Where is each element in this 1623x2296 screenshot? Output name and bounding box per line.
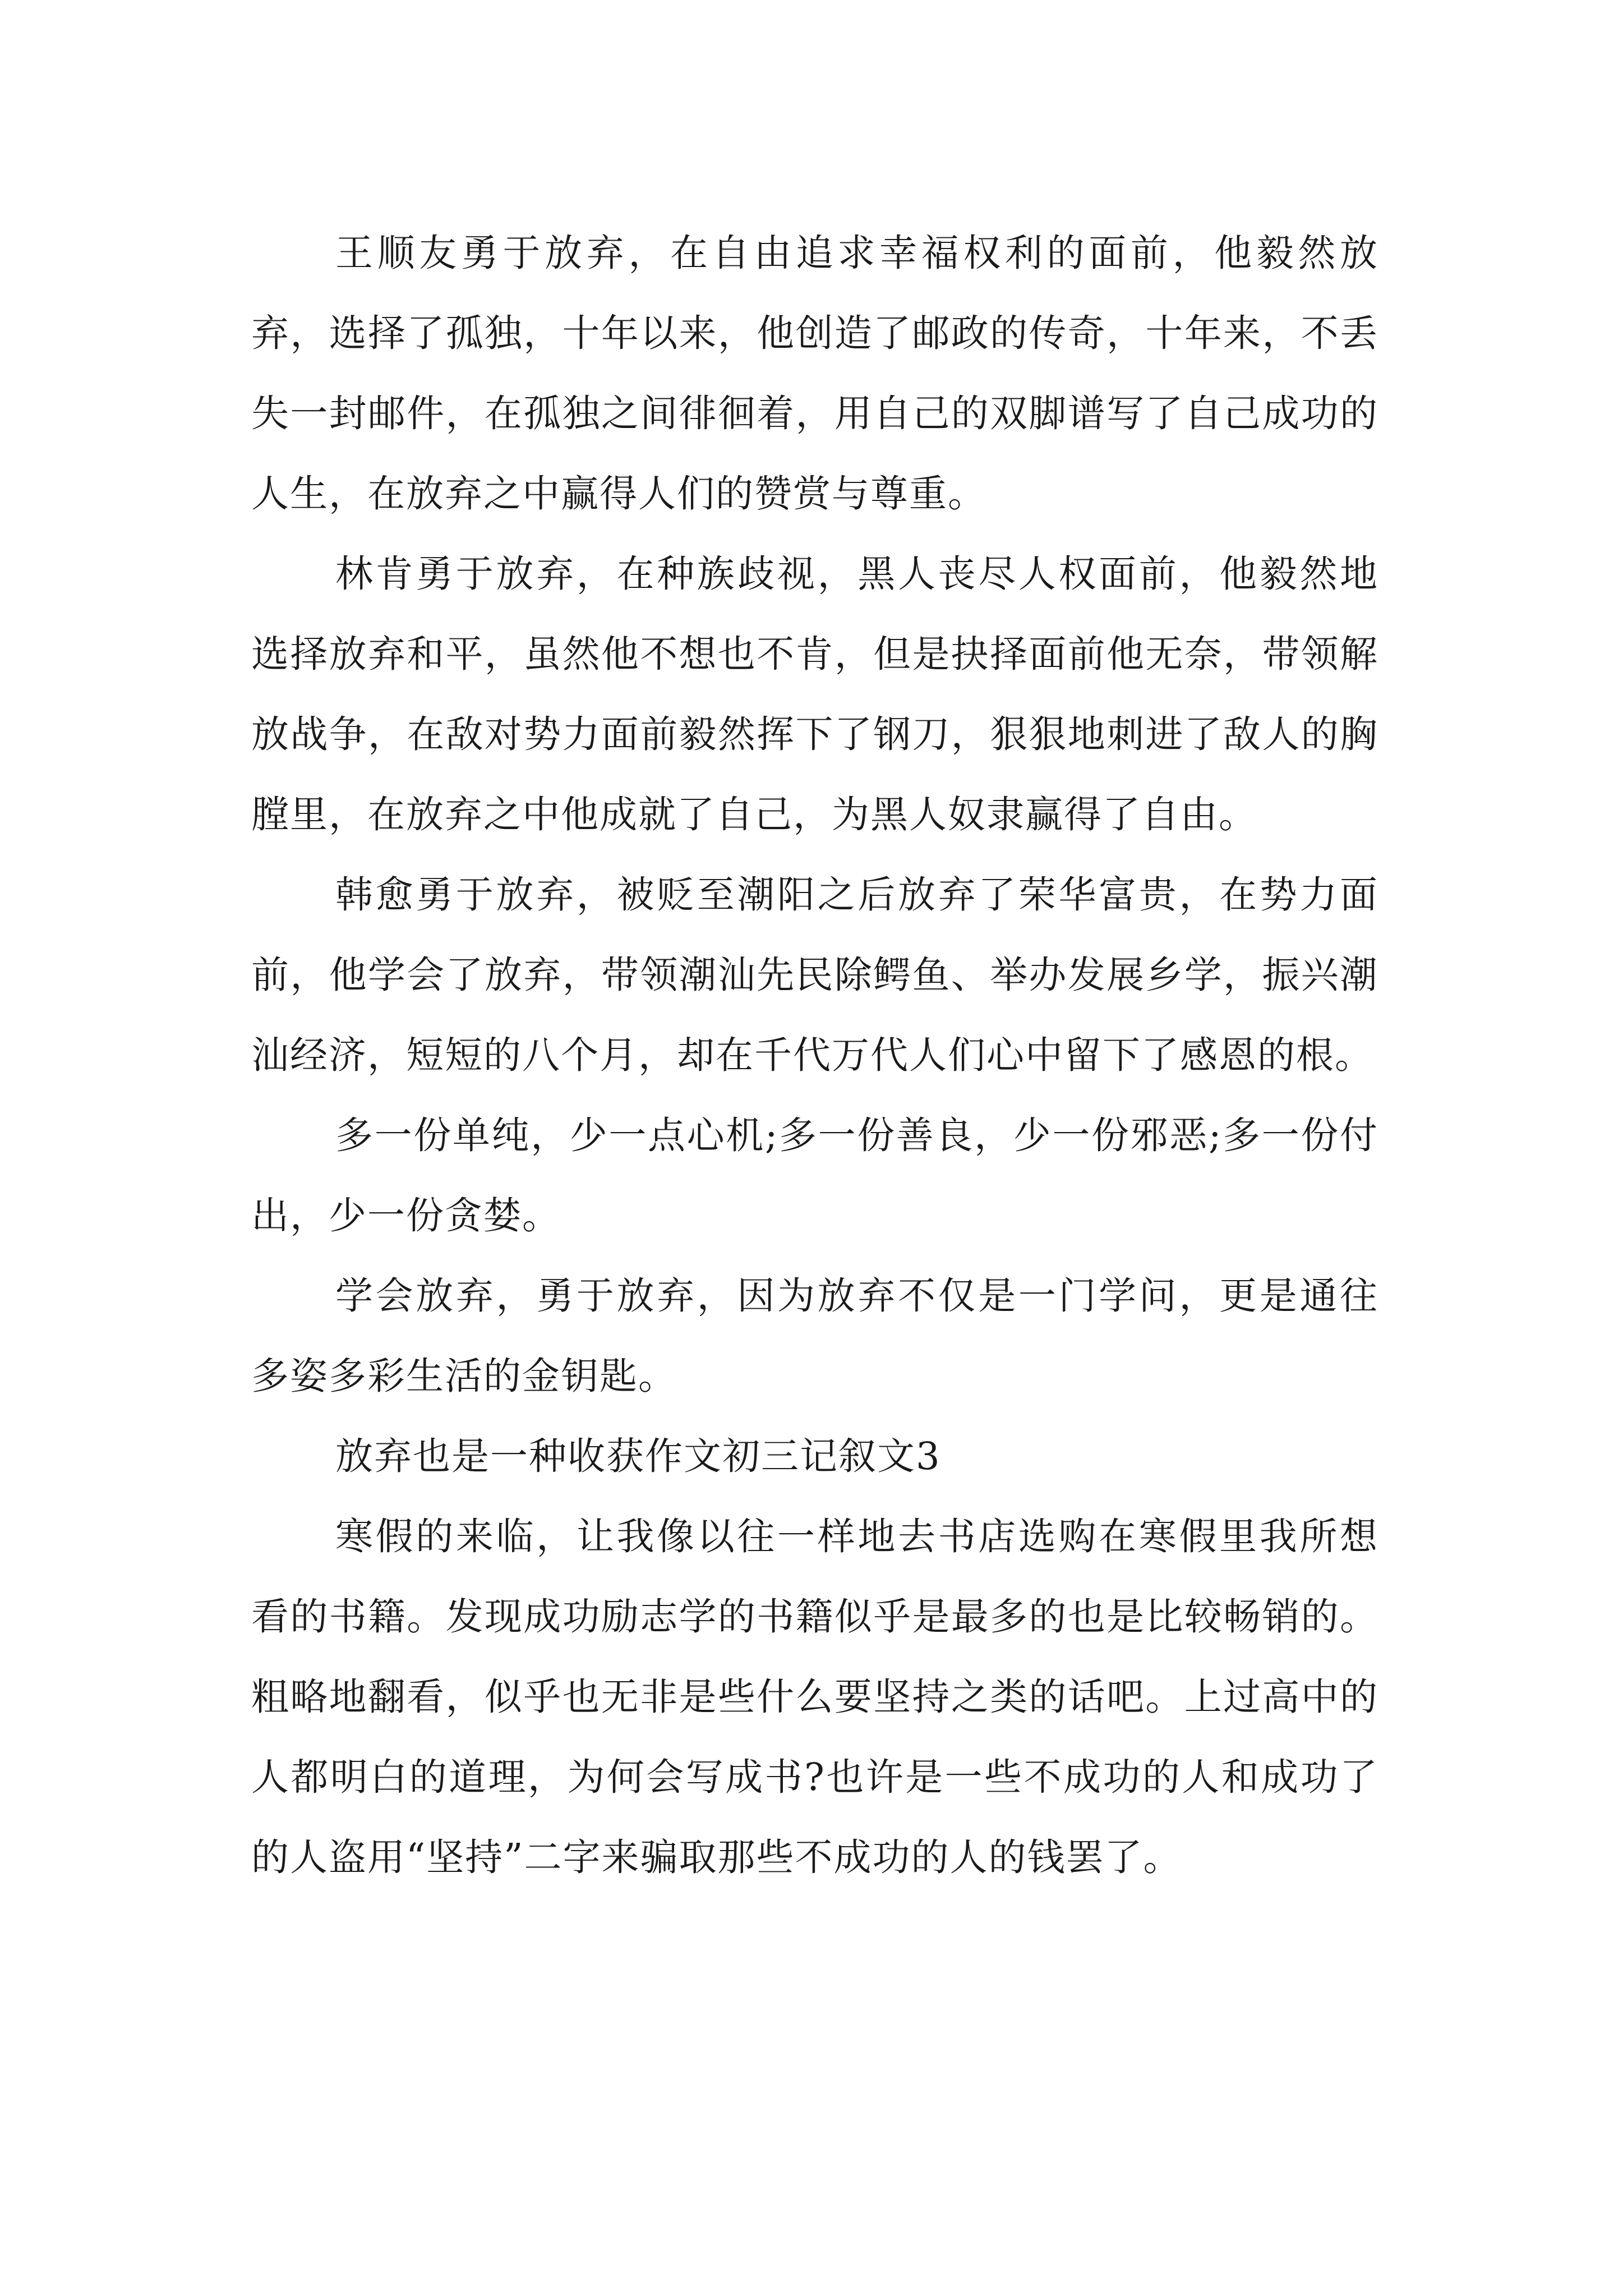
paragraph-han-yu: 韩愈勇于放弃，被贬至潮阳之后放弃了荣华富贵，在势力面前，他学会了放弃，带领潮汕先民除鳄鱼、举办发展乡学，振兴潮汕经济，短短的八个月，却在千代万代人们心中留下了感恩的根。: [251, 873, 1378, 1077]
paragraph-more-less: 多一份单纯，少一点心机;多一份善良，少一份邪恶;多一份付出，少一份贪婪。: [251, 1114, 1378, 1237]
paragraph-learn-to-give-up: 学会放弃，勇于放弃，因为放弃不仅是一门学问，更是通往多姿多彩生活的金钥匙。: [251, 1274, 1378, 1398]
paragraph-wang-shunyou: 王顺友勇于放弃，在自由追求幸福权利的面前，他毅然放弃，选择了孤独，十年以来，他创造了邮政的传奇，十年来，不丢失一封邮件，在孤独之间徘徊着，用自己的双脚谱写了自己成功的人生，在放弃之中赢得人们的赞赏与尊重。: [251, 231, 1378, 516]
essay-heading: 放弃也是一种收获作文初三记叙文3: [335, 1434, 941, 1478]
paragraph-lincoln: 林肯勇于放弃，在种族歧视，黑人丧尽人权面前，他毅然地选择放弃和平，虽然他不想也不肯，但是抉择面前他无奈，带领解放战争，在敌对势力面前毅然挥下了钢刀，狠狠地刺进了敌人的胸膛里，在放弃之中他成就了自己，为黑人奴隶赢得了自由。: [251, 552, 1378, 836]
paragraph-winter-vacation: 寒假的来临，让我像以往一样地去书店选购在寒假里我所想看的书籍。发现成功励志学的书籍似乎是最多的也是比较畅销的。粗略地翻看，似乎也无非是些什么要坚持之类的话吧。上过高中的人都明白的道理，为何会写成书?也许是一些不成功的人和成功了的人盗用“坚持”二字来骗取那些不成功的人的钱罢了。: [251, 1515, 1378, 1879]
document-body: [251, 213, 1378, 1898]
